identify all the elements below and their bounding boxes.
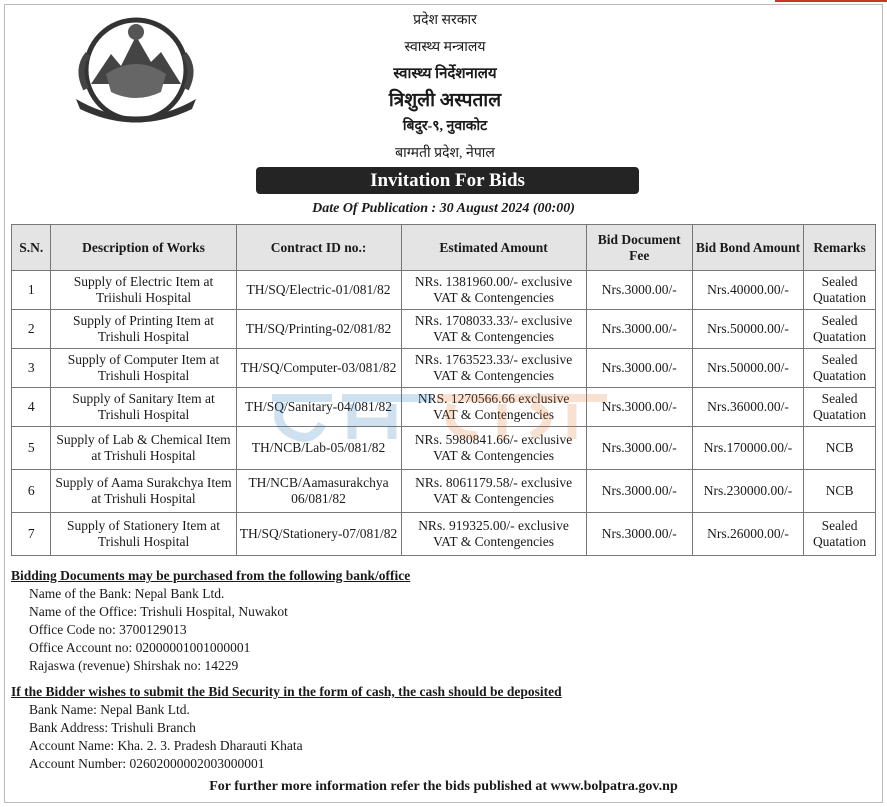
bidding-documents-title: Bidding Documents may be purchased from the following bank/office [11,568,411,583]
cell-remarks: Sealed Quatation [804,388,876,427]
header-line-ministry: स्वास्थ्य मन्त्रालय [404,39,486,55]
cell-bid-bond: Nrs.50000.00/- [692,310,803,349]
cell-estimated-amount: NRs. 1763523.33/- exclusive VAT & Contengencies [401,349,586,388]
header-line-region: बाग्मती प्रदेश, नेपाल [395,145,495,161]
bids-table [11,224,876,556]
table-row [12,427,876,470]
header-line-hospital: त्रिशुली अस्पताल [388,89,502,111]
cell-description: Supply of Lab & Chemical Item at Trishuli Hospital [51,427,236,470]
cell-description: Supply of Printing Item at Trishuli Hospital [51,310,236,349]
cell-sn: 6 [12,470,51,513]
cell-bid-fee: Nrs.3000.00/- [586,388,692,427]
bid-security-section [11,683,876,773]
cell-remarks: NCB [804,470,876,513]
col-header-contract-id: Contract ID no.: [236,225,401,271]
cell-bid-fee: Nrs.3000.00/- [586,513,692,556]
publication-date: Date Of Publication : 30 August 2024 (00:00) [312,201,575,216]
bank-name-line: Name of the Bank: Nepal Bank Ltd. [29,586,225,601]
cell-estimated-amount: NRs. 8061179.58/- exclusive VAT & Contengencies [401,470,586,513]
col-header-bid-document-fee: Bid Document Fee [586,225,692,271]
office-name-line: Name of the Office: Trishuli Hospital, Nuwakot [29,604,288,619]
footer-more-info: For further more information refer the bids published at www.bolpatra.gov.np [209,779,678,794]
col-header-bid-bond: Bid Bond Amount [692,225,803,271]
cell-sn: 2 [12,310,51,349]
cell-bid-bond: Nrs.230000.00/- [692,470,803,513]
table-row [12,388,876,427]
bidding-documents-section [11,567,876,675]
office-header [300,8,590,167]
table-row [12,310,876,349]
bid-security-title: If the Bidder wishes to submit the Bid Security in the form of cash, the cash should be deposited [11,684,562,699]
cell-description: Supply of Sanitary Item at Trishuli Hospital [51,388,236,427]
col-header-description: Description of Works [51,225,236,271]
security-bank-name-line: Bank Name: Nepal Bank Ltd. [29,702,190,717]
cell-remarks: Sealed Quatation [804,349,876,388]
table-row [12,271,876,310]
table-row [12,349,876,388]
col-header-remarks: Remarks [804,225,876,271]
table-header-row [12,225,876,271]
cell-estimated-amount: NRs. 919325.00/- exclusive VAT & Contengencies [401,513,586,556]
cell-sn: 4 [12,388,51,427]
cell-description: Supply of Stationery Item at Trishuli Hospital [51,513,236,556]
cell-description: Supply of Computer Item at Trishuli Hospital [51,349,236,388]
cell-sn: 7 [12,513,51,556]
cell-contract-id: TH/NCB/Lab-05/081/82 [236,427,401,470]
security-account-name-line: Account Name: Kha. 2. 3. Pradesh Dharauti Khata [29,738,303,753]
cell-estimated-amount: NRs. 5980841.66/- exclusive VAT & Contengencies [401,427,586,470]
cell-description: Supply of Electric Item at Triishuli Hospital [51,271,236,310]
cell-contract-id: TH/SQ/Stationery-07/081/82 [236,513,401,556]
cell-estimated-amount: NRs. 1381960.00/- exclusive VAT & Contengencies [401,271,586,310]
cell-remarks: Sealed Quatation [804,310,876,349]
cell-contract-id: TH/NCB/Aamasurakchya 06/081/82 [236,470,401,513]
cell-contract-id: TH/SQ/Printing-02/081/82 [236,310,401,349]
security-account-number-line: Account Number: 02602000002003000001 [29,756,265,771]
cell-description: Supply of Aama Surakchya Item at Trishuli Hospital [51,470,236,513]
cell-contract-id: TH/SQ/Sanitary-04/081/82 [236,388,401,427]
table-row [12,470,876,513]
cell-bid-fee: Nrs.3000.00/- [586,427,692,470]
office-code-line: Office Code no: 3700129013 [29,622,187,637]
cell-contract-id: TH/SQ/Electric-01/081/82 [236,271,401,310]
revenue-shirshak-line: Rajaswa (revenue) Shirshak no: 14229 [29,658,239,673]
cell-sn: 3 [12,349,51,388]
header-line-province: प्रदेश सरकार [413,13,477,28]
cell-remarks: Sealed Quatation [804,513,876,556]
nepal-emblem-icon [66,14,206,126]
cell-estimated-amount: NRS. 1270566.66 exclusive VAT & Contengencies [401,388,586,427]
cell-bid-fee: Nrs.3000.00/- [586,310,692,349]
cell-bid-fee: Nrs.3000.00/- [586,349,692,388]
office-account-line: Office Account no: 02000001001000001 [29,640,251,655]
cell-sn: 1 [12,271,51,310]
table-row [12,513,876,556]
cell-bid-bond: Nrs.36000.00/- [692,388,803,427]
cell-bid-bond: Nrs.50000.00/- [692,349,803,388]
cell-bid-bond: Nrs.26000.00/- [692,513,803,556]
cell-bid-fee: Nrs.3000.00/- [586,271,692,310]
security-bank-address-line: Bank Address: Trishuli Branch [29,720,196,735]
col-header-estimated-amount: Estimated Amount [401,225,586,271]
invitation-banner: Invitation For Bids [256,167,639,194]
top-accent-line [775,0,887,2]
cell-bid-bond: Nrs.170000.00/- [692,427,803,470]
cell-estimated-amount: NRs. 1708033.33/- exclusive VAT & Contengencies [401,310,586,349]
cell-remarks: Sealed Quatation [804,271,876,310]
col-header-sn: S.N. [12,225,51,271]
cell-remarks: NCB [804,427,876,470]
cell-contract-id: TH/SQ/Computer-03/081/82 [236,349,401,388]
header-line-address: बिदुर-९, नुवाकोट [402,119,488,134]
header-line-directorate: स्वास्थ्य निर्देशनालय [393,66,497,82]
cell-sn: 5 [12,427,51,470]
cell-bid-bond: Nrs.40000.00/- [692,271,803,310]
cell-bid-fee: Nrs.3000.00/- [586,470,692,513]
